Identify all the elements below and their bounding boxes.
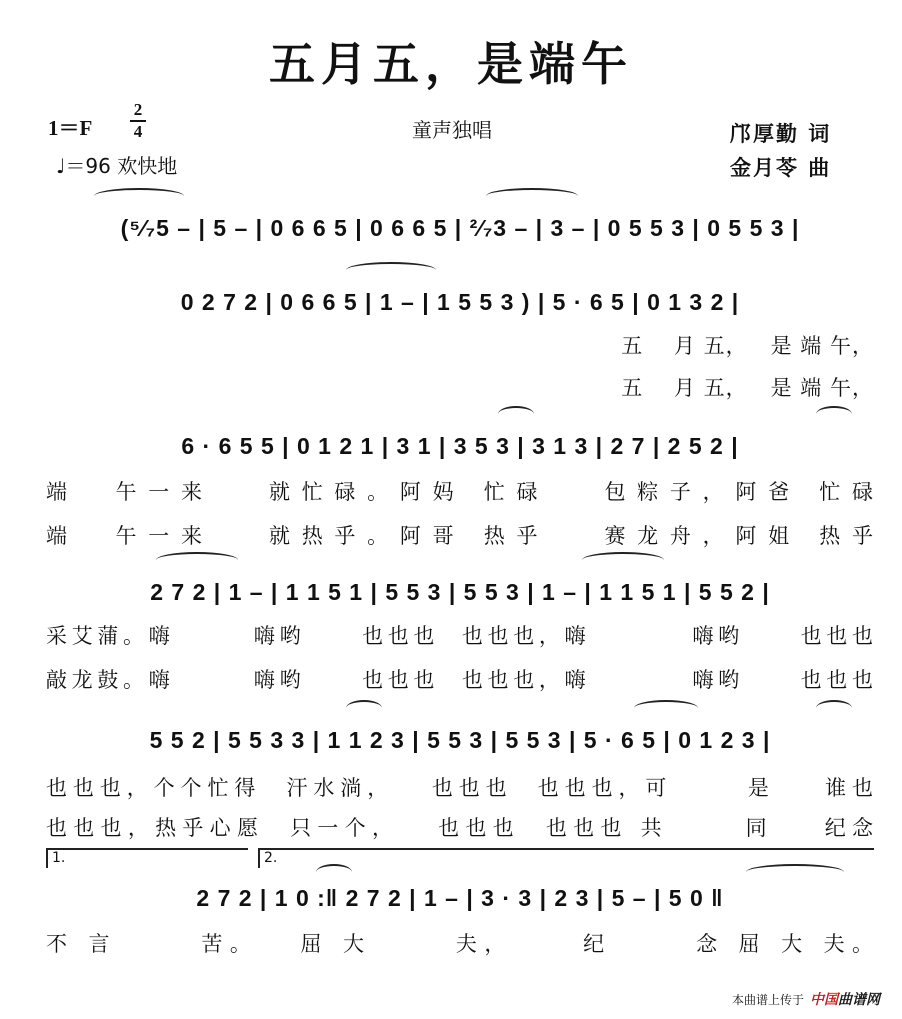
tempo-marking: ♩＝96 欢快地 xyxy=(56,154,178,178)
tie-mark xyxy=(816,700,852,716)
lyric-text: 不 言 苦。 屈 大 夫， 纪 念 屈 大 夫。 xyxy=(46,932,874,956)
lyric-text: 也也也，热乎心愿 只一个， 也也也 也也也 共 同 纪念 xyxy=(46,816,874,840)
tie-mark xyxy=(346,262,436,278)
lyric-verse-2 xyxy=(46,812,874,842)
tie-mark xyxy=(498,406,534,422)
lyric-verse-1 xyxy=(46,476,874,506)
lyric-text: 也也也，个个忙得 汗水淌， 也也也 也也也，可 是 谁也 xyxy=(46,776,874,800)
tie-mark xyxy=(156,552,238,568)
lyricist-credit: 邝厚勤 词 xyxy=(730,122,832,146)
tie-mark xyxy=(634,700,698,716)
notation-line: 6 · 6 5 5 | 0 1 2 1 | 3 1 | 3 5 3 | 3 1 3 | 2 7 | 2 5 2 | xyxy=(181,432,739,459)
second-ending-bracket: 2. xyxy=(258,848,874,868)
lyric-verse-1 xyxy=(46,928,874,958)
key-signature: 1＝F xyxy=(48,116,93,140)
lyric-text: 端 午一来 就热乎。阿哥 热乎 赛龙舟，阿姐 热乎 xyxy=(46,524,874,548)
first-ending-bracket: 1. xyxy=(46,848,248,868)
site-footer xyxy=(732,989,880,1009)
lyric-text: 采艾蒲。嗨 嗨哟 也也也 也也也，嗨 嗨哟 也也也 xyxy=(46,624,874,648)
logo-main: 曲谱网 xyxy=(838,992,880,1008)
notation-line: 2 7 2 | 1 0 :‖ 2 7 2 | 1 – | 3 · 3 | 2 3 | 5 – | 5 0 ‖ xyxy=(196,884,724,911)
footer-text: 本曲谱上传于 xyxy=(731,992,804,1007)
lyric-verse-1 xyxy=(46,772,874,802)
notation-line: (⁵⁄₇5 – | 5 – | 0 6 6 5 | 0 6 6 5 | ²⁄₇3 – | 3 – | 0 5 5 3 | 0 5 5 3 | xyxy=(120,214,800,241)
lyric-verse-1 xyxy=(46,620,874,650)
notation-line: 2 7 2 | 1 – | 1 1 5 1 | 5 5 3 | 5 5 3 | 1 – | 1 1 5 1 | 5 5 2 | xyxy=(150,578,770,605)
notation-line: 0 2 7 2 | 0 6 6 5 | 1 – | 1 5 5 3 ) | 5 · 6 5 | 0 1 3 2 | xyxy=(180,288,740,315)
lyric-verse-2: 五 月 五， 是 端 午， xyxy=(621,376,874,400)
lyric-text: 端 午一来 就忙碌。阿妈 忙碌 包粽子，阿爸 忙碌 xyxy=(46,480,874,504)
composer-credit: 金月苓 曲 xyxy=(730,156,832,180)
tie-mark xyxy=(486,188,578,204)
site-logo[interactable] xyxy=(810,989,880,1009)
song-title: 五月五，是端午 xyxy=(269,37,633,91)
tie-mark xyxy=(94,188,184,204)
time-signature-top: 2 xyxy=(133,100,143,119)
logo-prefix: 中国 xyxy=(810,992,838,1008)
lyric-text: 敲龙鼓。嗨 嗨哟 也也也 也也也，嗨 嗨哟 也也也 xyxy=(46,668,874,692)
time-signature xyxy=(128,101,148,141)
lyric-verse-2 xyxy=(46,520,874,550)
lyric-verse-1: 五 月 五， 是 端 午， xyxy=(621,334,874,358)
tie-mark xyxy=(582,552,664,568)
performance-note: 童声独唱 xyxy=(412,118,492,142)
time-signature-bottom: 4 xyxy=(133,122,143,141)
lyric-verse-2 xyxy=(46,664,874,694)
tie-mark xyxy=(816,406,852,422)
tie-mark xyxy=(346,700,382,716)
notation-line: 5 5 2 | 5 5 3 3 | 1 1 2 3 | 5 5 3 | 5 5 3 | 5 · 6 5 | 0 1 2 3 | xyxy=(149,726,771,753)
